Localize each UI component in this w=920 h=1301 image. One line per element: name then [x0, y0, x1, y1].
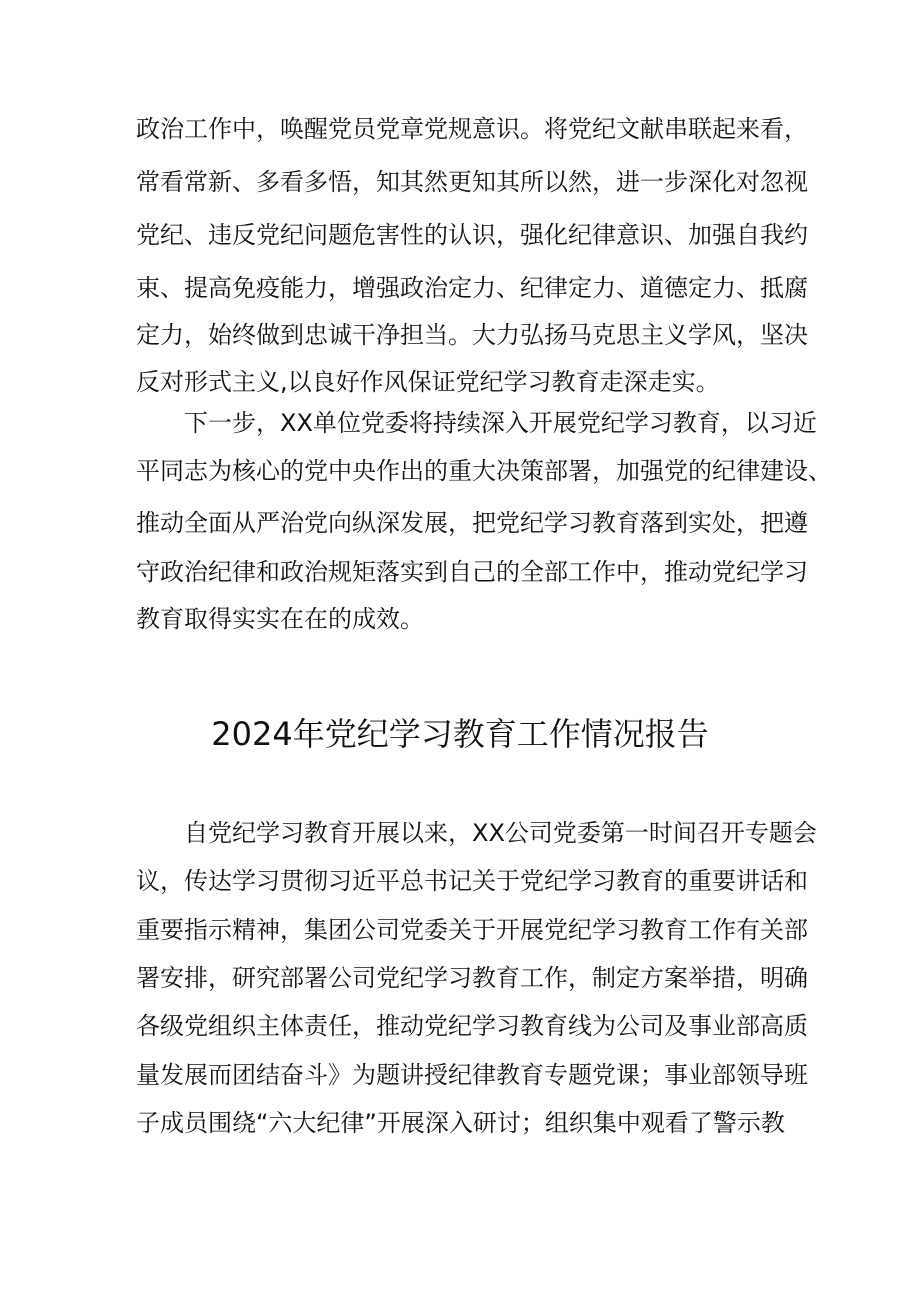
- text-line: 重要指示精神，集团公司党委关于开展党纪学习教育工作有关部: [136, 916, 808, 944]
- text-line: 反对形式主义,以良好作风保证党纪学习教育走深走实。: [136, 368, 720, 396]
- text-line: 议，传达学习贯彻习近平总书记关于党纪学习教育的重要讲话和: [136, 867, 808, 895]
- text-line: 自党纪学习教育开展以来，XX公司党委第一时间召开专题会: [184, 819, 817, 847]
- text-line: 教育取得实实在在的成效。: [136, 605, 424, 633]
- text-line: 子成员围绕“六大纪律”开展深入研讨；组织集中观看了警示教: [136, 1109, 785, 1137]
- text-line: 守政治纪律和政治规矩落实到自己的全部工作中，推动党纪学习: [136, 558, 808, 586]
- text-line: 平同志为核心的党中央作出的重大决策部署，加强党的纪律建设、: [136, 457, 832, 485]
- text-line: 推动全面从严治党向纵深发展，把党纪学习教育落到实处，把遵: [136, 509, 808, 537]
- text-line: 党纪、违反党纪问题危害性的认识，强化纪律意识、加强自我约: [136, 221, 808, 249]
- text-line: 常看常新、多看多悟，知其然更知其所以然，进一步深化对忽视: [136, 168, 808, 196]
- text-line: 量发展而团结奋斗》为题讲授纪律教育专题党课；事业部领导班: [136, 1061, 808, 1089]
- report-title: 2024年党纪学习教育工作情况报告: [211, 715, 709, 753]
- text-line: 各级党组织主体责任，推动党纪学习教育线为公司及事业部高质: [136, 1012, 808, 1040]
- text-line: 署安排，研究部署公司党纪学习教育工作，制定方案举措，明确: [136, 964, 808, 992]
- text-line: 政治工作中，唤醒党员党章党规意识。将党纪文献串联起来看，: [136, 115, 808, 143]
- text-line: 定力，始终做到忠诚干净担当。大力弘扬马克思主义学风，坚决: [136, 321, 808, 349]
- text-line: 束、提高免疫能力，增强政治定力、纪律定力、道德定力、抵腐: [136, 274, 808, 302]
- text-line: 下一步，XX单位党委将持续深入开展党纪学习教育，以习近: [184, 409, 817, 437]
